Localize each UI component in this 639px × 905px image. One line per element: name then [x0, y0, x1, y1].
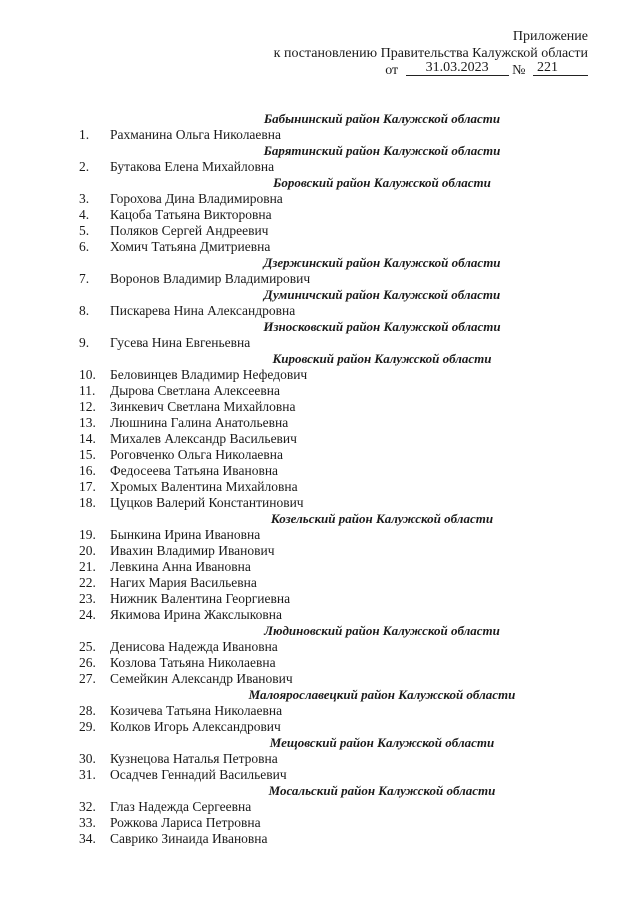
item-number: 28. — [79, 703, 96, 718]
person-name: Беловинцев Владимир Нефедович — [110, 367, 308, 382]
item-number: 18. — [79, 495, 96, 510]
list-item — [0, 655, 639, 671]
person-name: Гусева Нина Евгеньевна — [110, 335, 251, 350]
list-item — [0, 191, 639, 207]
from-label: от — [385, 63, 399, 78]
district-heading: Боровский район Калужской области — [273, 175, 491, 190]
list-item — [0, 815, 639, 831]
person-name: Хомич Татьяна Дмитриевна — [110, 239, 271, 254]
item-number: 9. — [79, 335, 90, 350]
person-name: Воронов Владимир Владимирович — [110, 271, 311, 286]
item-number: 7. — [79, 271, 90, 286]
person-name: Пискарева Нина Александровна — [110, 303, 296, 318]
person-name: Поляков Сергей Андреевич — [110, 223, 269, 238]
list-item — [0, 479, 639, 495]
list-item — [0, 799, 639, 815]
item-number: 31. — [79, 767, 96, 782]
person-name: Рожкова Лариса Петровна — [110, 815, 261, 830]
item-number: 23. — [79, 591, 96, 606]
person-name: Левкина Анна Ивановна — [110, 559, 251, 574]
person-name: Роговченко Ольга Николаевна — [110, 447, 284, 462]
person-name: Зинкевич Светлана Михайловна — [110, 399, 296, 414]
person-name: Семейкин Александр Иванович — [110, 671, 293, 686]
person-name: Дырова Светлана Алексеевна — [110, 383, 280, 398]
item-number: 14. — [79, 431, 96, 446]
item-number: 13. — [79, 415, 96, 430]
person-name: Михалев Александр Васильевич — [110, 431, 297, 446]
list-item — [0, 575, 639, 591]
list-item — [0, 671, 639, 687]
district-heading: Бабынинский район Калужской области — [263, 111, 501, 126]
item-number: 1. — [79, 127, 90, 142]
district-heading: Козельский район Калужской области — [270, 511, 494, 526]
item-number: 32. — [79, 799, 96, 814]
list-item — [0, 159, 639, 175]
list-item — [0, 223, 639, 239]
list-item — [0, 719, 639, 735]
list-item — [0, 271, 639, 287]
item-number: 5. — [79, 223, 90, 238]
person-name: Кацоба Татьяна Викторовна — [110, 207, 272, 222]
list-item — [0, 367, 639, 383]
item-number: 17. — [79, 479, 96, 494]
item-number: 2. — [79, 159, 90, 174]
person-name: Саврико Зинаида Ивановна — [110, 831, 268, 846]
person-name: Денисова Надежда Ивановна — [110, 639, 278, 654]
resolution-date-number — [274, 62, 588, 79]
list-item — [0, 383, 639, 399]
item-number: 11. — [79, 383, 96, 398]
list-item — [0, 127, 639, 143]
district-heading: Людиновский район Калужской области — [264, 623, 500, 638]
person-name: Цуцков Валерий Константинович — [110, 495, 304, 510]
item-number: 34. — [79, 831, 96, 846]
list-item — [0, 767, 639, 783]
district-heading: Барятинский район Калужской области — [263, 143, 501, 158]
list-item — [0, 831, 639, 847]
person-name: Бынкина Ирина Ивановна — [110, 527, 261, 542]
item-number: 27. — [79, 671, 96, 686]
item-number: 22. — [79, 575, 96, 590]
person-name: Колков Игорь Александрович — [110, 719, 281, 734]
list-item — [0, 607, 639, 623]
district-heading: Мосальский район Калужской области — [268, 783, 496, 798]
list-item — [0, 495, 639, 511]
list-item — [0, 591, 639, 607]
list-item — [0, 527, 639, 543]
item-number: 16. — [79, 463, 96, 478]
person-name: Козичева Татьяна Николаевна — [110, 703, 283, 718]
resolution-reference: к постановлению Правительства Калужской области — [273, 46, 588, 61]
list-item — [0, 639, 639, 655]
person-name: Федосеева Татьяна Ивановна — [110, 463, 279, 478]
item-number: 15. — [79, 447, 96, 462]
list-item — [0, 207, 639, 223]
person-name: Глаз Надежда Сергеевна — [110, 799, 252, 814]
item-number: 10. — [79, 367, 96, 382]
item-number: 20. — [79, 543, 96, 558]
item-number: 30. — [79, 751, 96, 766]
district-heading: Износковский район Калужской области — [263, 319, 501, 334]
item-number: 25. — [79, 639, 96, 654]
district-heading: Малоярославецкий район Калужской области — [248, 687, 516, 702]
list-item — [0, 431, 639, 447]
person-name: Люшнина Галина Анатольевна — [110, 415, 289, 430]
item-number: 24. — [79, 607, 96, 622]
item-number: 4. — [79, 207, 90, 222]
list-item — [0, 399, 639, 415]
list-item — [0, 543, 639, 559]
person-name: Осадчев Геннадий Васильевич — [110, 767, 287, 782]
district-heading: Думиничский район Калужской области — [263, 287, 501, 302]
item-number: 21. — [79, 559, 96, 574]
item-number: 8. — [79, 303, 90, 318]
list-item — [0, 447, 639, 463]
appendix-header — [274, 28, 588, 79]
list-item — [0, 335, 639, 351]
district-heading: Кировский район Калужской области — [272, 351, 492, 366]
person-name: Ивахин Владимир Иванович — [110, 543, 275, 558]
person-name: Горохова Дина Владимировна — [110, 191, 283, 206]
list-item — [0, 303, 639, 319]
resolution-number: 221 — [533, 61, 588, 76]
list-item — [0, 559, 639, 575]
list-item — [0, 463, 639, 479]
number-label: № — [512, 63, 526, 78]
item-number: 29. — [79, 719, 96, 734]
person-name: Нижник Валентина Георгиевна — [110, 591, 291, 606]
item-number: 26. — [79, 655, 96, 670]
district-heading: Мещовский район Калужской области — [269, 735, 495, 750]
person-name: Нагих Мария Васильевна — [110, 575, 257, 590]
list-item — [0, 703, 639, 719]
person-name: Козлова Татьяна Николаевна — [110, 655, 276, 670]
item-number: 6. — [79, 239, 90, 254]
district-list — [0, 111, 639, 847]
person-name: Бутакова Елена Михайловна — [110, 159, 275, 174]
person-name: Рахманина Ольга Николаевна — [110, 127, 282, 142]
item-number: 12. — [79, 399, 96, 414]
item-number: 3. — [79, 191, 90, 206]
person-name: Якимова Ирина Жакслыковна — [110, 607, 282, 622]
district-heading: Дзержинский район Калужской области — [263, 255, 501, 270]
list-item — [0, 239, 639, 255]
person-name: Хромых Валентина Михайловна — [110, 479, 298, 494]
appendix-title: Приложение — [512, 29, 588, 44]
list-item — [0, 415, 639, 431]
person-name: Кузнецова Наталья Петровна — [110, 751, 278, 766]
list-item — [0, 751, 639, 767]
resolution-date: 31.03.2023 — [406, 61, 509, 76]
item-number: 19. — [79, 527, 96, 542]
item-number: 33. — [79, 815, 96, 830]
